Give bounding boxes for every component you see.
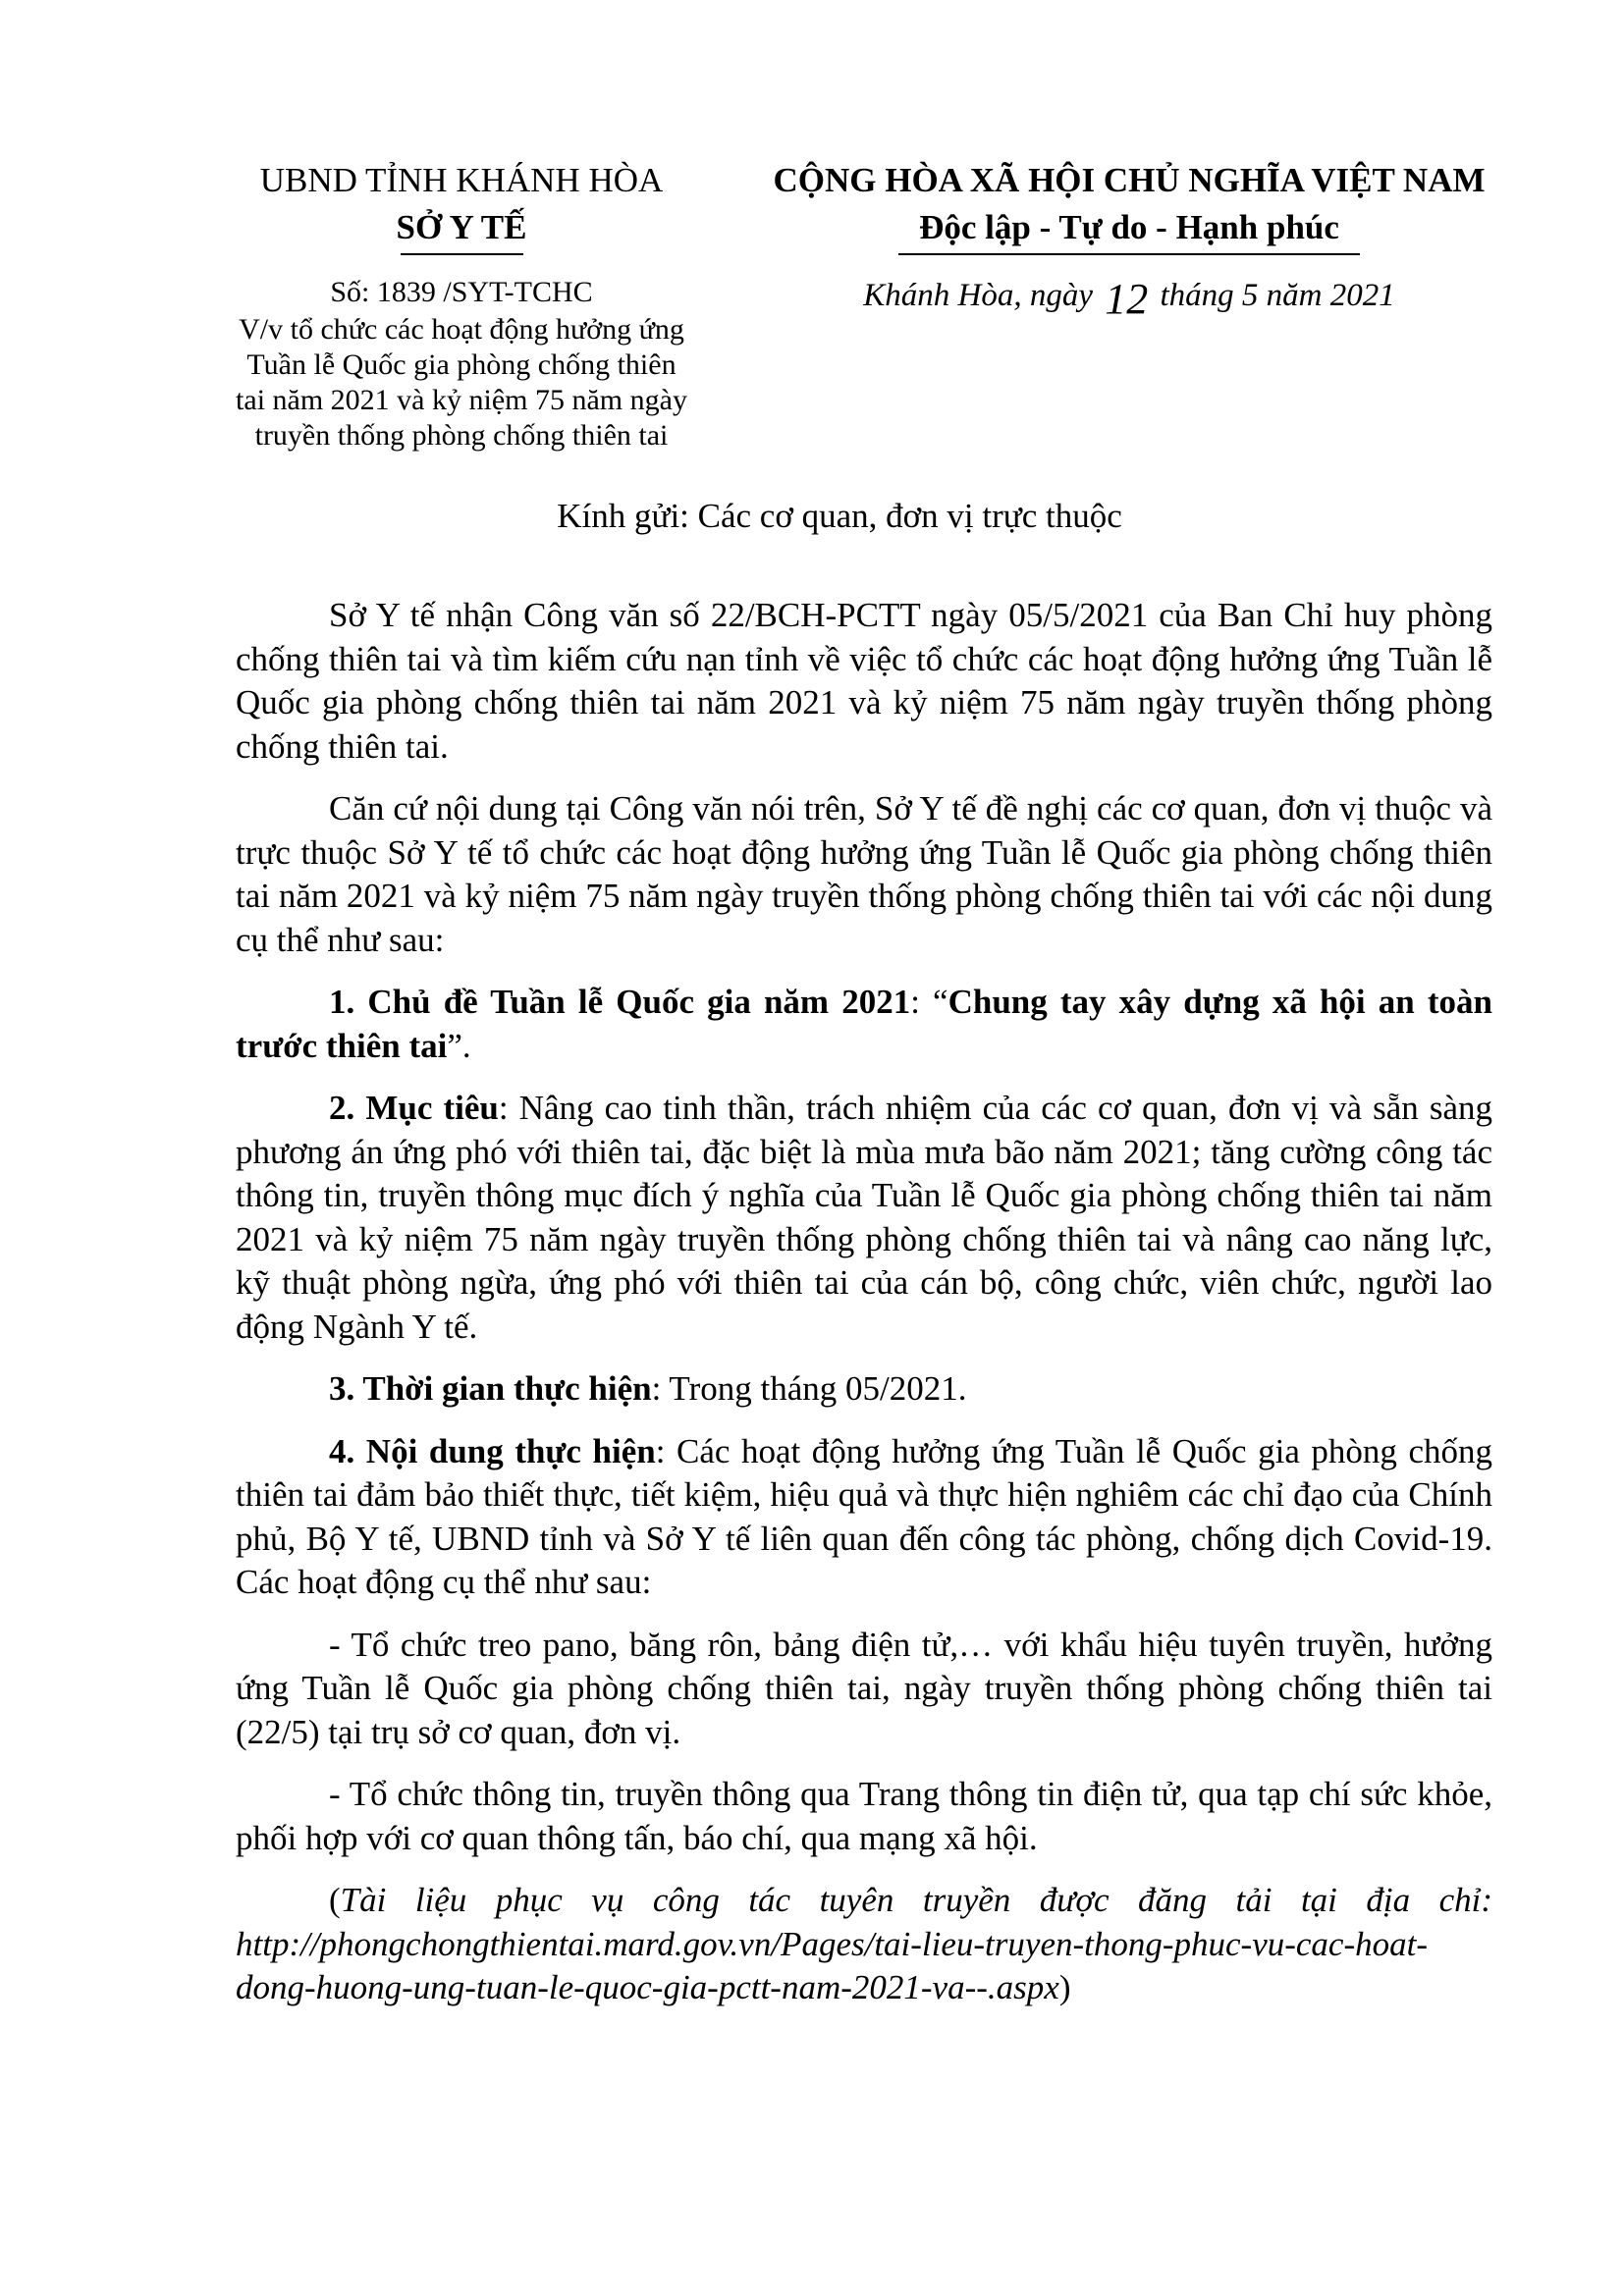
section-label: 3. Thời gian thực hiện <box>329 1369 652 1408</box>
section-text: : Trong tháng 05/2021. <box>651 1369 967 1408</box>
department-name: SỞ Y TẾ <box>396 208 527 246</box>
subject-line: tai năm 2021 và kỷ niệm 75 năm ngày <box>236 384 687 416</box>
place-prefix: Khánh Hòa, ngày <box>863 278 1093 313</box>
subject-line: truyền thống phòng chống thiên tai <box>254 419 669 452</box>
subject-line: V/v tổ chức các hoạt động hưởng ứng <box>239 313 684 346</box>
section-content <box>236 1430 1492 1605</box>
nation-title: CỘNG HÒA XÃ HỘI CHỦ NGHĨA VIỆT NAM <box>773 161 1486 199</box>
date-suffix: tháng 5 năm 2021 <box>1160 278 1395 313</box>
section-theme <box>236 981 1492 1068</box>
motto-underline <box>898 253 1360 255</box>
department-underline <box>401 253 523 255</box>
place-and-date <box>756 270 1502 323</box>
section-objectives <box>236 1087 1492 1349</box>
reference-link-text: Tài liệu phục vụ công tác tuyên truyền được đăng tải tại địa chỉ: http://phongchongthientai.mard.gov.vn/Pages/tai-lieu-truyen-thong-phuc-vu-cac-hoat-dong-huong-ung-tuan-le-quoc-gia-pctt-nam-2021-va--.aspx <box>236 1881 1492 2006</box>
punctuation: ( <box>329 1881 341 1919</box>
national-header <box>756 157 1502 255</box>
punctuation: : “ <box>910 983 948 1021</box>
section-text: : Nâng cao tinh thần, trách nhiệm của các cơ quan, đơn vị và sẵn sàng phương án ứng phó với thiên tai, đặc biệt là mùa mưa bão năm 2021; tăng cường công tác thông tin, truyền thông mục đích ý nghĩa của Tuần lễ Quốc gia phòng chống thiên tai năm 2021 và kỷ niệm 75 năm ngày truyền thống phòng chống thiên tai và nâng cao năng lực, kỹ thuật phòng ngừa, ứng phó với thiên tai của cán bộ, công chức, viên chức, người lao động Ngành Y tế. <box>236 1089 1492 1346</box>
paragraph-intro: Sở Y tế nhận Công văn số 22/BCH-PCTT ngày 05/5/2021 của Ban Chỉ huy phòng chống thiên tai và tìm kiếm cứu nạn tỉnh về việc tổ chức các hoạt động hưởng ứng Tuần lễ Quốc gia phòng chống thiên tai năm 2021 và kỷ niệm 75 năm ngày truyền thống phòng chống thiên tai. <box>236 596 1492 766</box>
section-label: 4. Nội dung thực hiện <box>329 1431 656 1470</box>
section-label: 2. Mục tiêu <box>329 1089 499 1127</box>
section-label: 1. Chủ đề Tuần lễ Quốc gia năm 2021 <box>329 983 911 1021</box>
subject-line: Tuần lễ Quốc gia phòng chống thiên <box>246 348 677 381</box>
document-subject <box>187 312 736 454</box>
section-text: : Các hoạt động hưởng ứng Tuần lễ Quốc gia phòng chống thiên tai đảm bảo thiết thực, tiết kiệm, hiệu quả và thực hiện nghiêm các chỉ đạo của Chính phủ, Bộ Y tế, UBND tỉnh và Sở Y tế liên quan đến công tác phòng, chống dịch Covid-19. Các hoạt động cụ thể như sau: <box>236 1431 1493 1601</box>
agency-name: UBND TỈNH KHÁNH HÒA <box>259 161 664 199</box>
paragraph-request: Căn cứ nội dung tại Công văn nói trên, Sở Y tế đề nghị các cơ quan, đơn vị thuộc và trực thuộc Sở Y tế tổ chức các hoạt động hưởng ứng Tuần lễ Quốc gia phòng chống thiên tai năm 2021 và kỷ niệm 75 năm ngày truyền thống phòng chống thiên tai với các nội dung cụ thể như sau: <box>236 789 1492 959</box>
theme-slogan: Chung tay xây dựng xã hội an toàn trước thiên tai <box>236 983 1492 1065</box>
bullet-item: - Tổ chức thông tin, truyền thông qua Trang thông tin điện tử, qua tạp chí sức khỏe, phối hợp với cơ quan thông tấn, báo chí, qua mạng xã hội. <box>236 1775 1492 1857</box>
handwritten-day: 12 <box>1105 275 1149 323</box>
recipient-line: Kính gửi: Các cơ quan, đơn vị trực thuộc <box>557 497 1122 535</box>
national-motto: Độc lập - Tự do - Hạnh phúc <box>919 208 1339 246</box>
punctuation: ) <box>1058 1968 1071 2006</box>
reference-note <box>236 1879 1492 2010</box>
document-number: Số: 1839 /SYT-TCHC <box>330 276 593 308</box>
issuer-block <box>187 157 736 255</box>
bullet-item: - Tổ chức treo pano, băng rôn, bảng điện tử,… với khẩu hiệu tuyên truyền, hưởng ứng Tuần lễ Quốc gia phòng chống thiên tai, ngày truyền thống phòng chống thiên tai (22/5) tại trụ sở cơ quan, đơn vị. <box>236 1625 1492 1751</box>
document-body <box>236 594 1492 2029</box>
section-timeframe <box>236 1367 1492 1412</box>
punctuation: ”. <box>447 1026 471 1065</box>
